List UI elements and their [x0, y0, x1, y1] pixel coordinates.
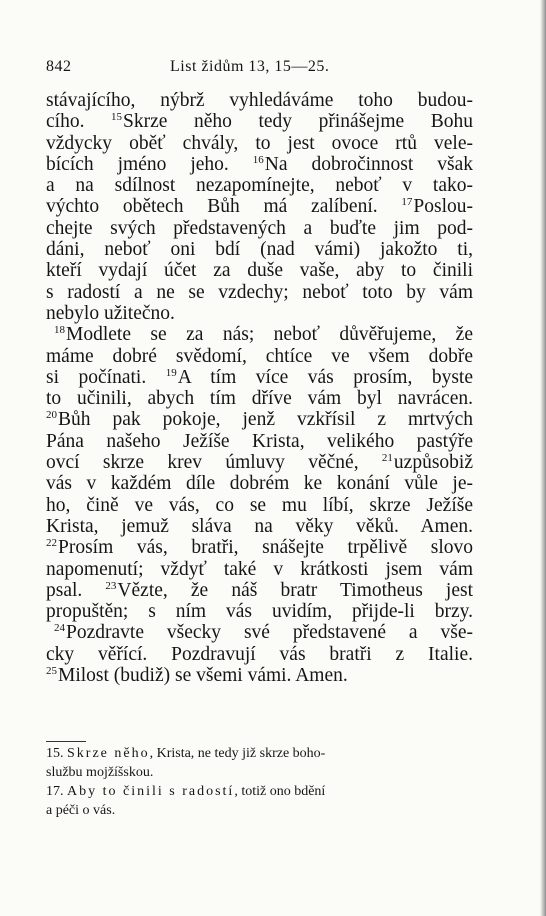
- text-line: [46, 516, 473, 537]
- line-text: Vězte, že náš bratr Timotheus jest: [117, 579, 473, 601]
- text-line: [46, 452, 473, 473]
- verse-number: 19: [165, 366, 177, 379]
- line-text: dáni, neboť oni bdí (nad vámi) jakožto ti,: [46, 239, 473, 261]
- line-text: Na dobročinnost však: [264, 153, 473, 175]
- text-line: [46, 133, 473, 154]
- line-text: ovcí skrze krev úmluvy věčné,: [46, 452, 382, 474]
- line-text: si počínati.: [46, 366, 166, 388]
- footnote-text: 17.: [46, 784, 67, 799]
- text-line: [46, 239, 473, 260]
- line-text: bících jméno jeho.: [46, 153, 253, 175]
- body-text: [46, 90, 473, 686]
- line-text: Bůh pak pokoje, jenž vzkřísil z mrtvých: [58, 409, 473, 431]
- page-number: 842: [46, 58, 72, 75]
- text-line: [46, 473, 473, 494]
- line-text: cky věřící. Pozdravují vás bratři z Italie.: [46, 643, 473, 665]
- text-line: [46, 409, 473, 430]
- text-line: [46, 431, 473, 452]
- verse-number: 21: [381, 452, 393, 465]
- verse-number: 17: [401, 196, 413, 209]
- footnote-text: službu mojžíšskou.: [46, 765, 154, 780]
- line-text: napomenutí; vždyť také v krátkosti jsem vám: [46, 558, 473, 580]
- text-line: [46, 537, 473, 558]
- text-line: [46, 495, 473, 516]
- line-text: Poslou-: [413, 196, 473, 218]
- footnote-line: [46, 763, 473, 782]
- verse-number: 22: [46, 537, 57, 550]
- text-line: [46, 665, 473, 686]
- line-text: Modlete se za nás; neboť důvěřujeme, že: [66, 324, 473, 346]
- line-text: nebylo užitečno.: [46, 302, 175, 324]
- text-line: [46, 324, 473, 345]
- line-text: cího.: [46, 111, 112, 133]
- footnote-text: a péči o vás.: [46, 803, 116, 818]
- line-text: vždycky oběť chvály, to jest ovoce rtů vele-: [46, 132, 473, 154]
- line-text: Krista, jemuž sláva na věky věků. Amen.: [46, 515, 473, 537]
- text-line: [46, 282, 473, 303]
- running-title: List židům 13, 15—25.: [170, 58, 330, 75]
- text-line: [46, 218, 473, 239]
- text-line: [46, 346, 473, 367]
- line-text: to učinili, abych tím dříve vám byl navrácen.: [46, 388, 473, 410]
- verse-number: 15: [111, 111, 123, 124]
- footnote-line: [46, 782, 473, 801]
- verse-number: 24: [54, 622, 65, 635]
- line-text: psal.: [46, 579, 106, 601]
- footnotes: [46, 744, 473, 820]
- footnote-line: [46, 744, 473, 763]
- line-text: ho, čině ve vás, co se mu líbí, skrze Ježíše: [46, 494, 473, 516]
- line-text: A tím více vás prosím, byste: [177, 366, 473, 388]
- line-text: chejte svých představených a buďte jim pod-: [46, 217, 473, 239]
- line-text: Skrze něho tedy přinášejme Bohu: [123, 111, 474, 133]
- footnote-quoted-phrase: Aby to činili s radostí: [67, 784, 235, 799]
- text-line: [46, 260, 473, 281]
- line-text: Milost (budiž) se všemi vámi. Amen.: [58, 665, 348, 687]
- text-line: [46, 90, 473, 111]
- line-text: a na sdílnost nezapomínejte, neboť v tako-: [46, 175, 473, 197]
- line-text: stávajícího, nýbrž vyhledáváme toho budou-: [46, 90, 473, 111]
- text-line: [46, 111, 473, 132]
- text-line: [46, 303, 473, 324]
- line-text: Prosím vás, bratři, snášejte trpělivě slovo: [58, 537, 473, 559]
- line-text: vás v každém díle dobrém ke konání vůle je-: [46, 473, 473, 495]
- line-text: propuštěn; s ním vás uvidím, přijde-li brzy.: [46, 601, 473, 623]
- line-text: Pozdravte všecky své představené a vše-: [66, 622, 473, 644]
- line-text: s radostí a ne se vzdechy; neboť toto by vám: [46, 281, 473, 303]
- verse-number: 23: [105, 579, 117, 592]
- footnote-text: , Krista, ne tedy již skrze boho-: [149, 746, 326, 761]
- footnote-text: 15.: [46, 746, 67, 761]
- footnote-line: [46, 801, 473, 820]
- text-line: [46, 601, 473, 622]
- line-text: uzpůsobiž: [393, 452, 473, 474]
- text-line: [46, 175, 473, 196]
- text-line: [46, 196, 473, 217]
- text-line: [46, 644, 473, 665]
- line-text: máme dobré svědomí, chtíce ve všem dobře: [46, 345, 473, 367]
- text-line: [46, 388, 473, 409]
- verse-number: 16: [252, 153, 264, 166]
- text-line: [46, 622, 473, 643]
- line-text: kteří vydají účet za duše vaše, aby to činili: [46, 260, 473, 282]
- footnote-text: , totiž ono bdění: [234, 784, 326, 799]
- text-line: [46, 580, 473, 601]
- footnote-quoted-phrase: Skrze něho: [67, 746, 150, 761]
- verse-number: 18: [54, 324, 65, 337]
- text-line: [46, 154, 473, 175]
- line-text: výchto obětech Bůh má zalíbení.: [46, 196, 402, 218]
- text-line: [46, 559, 473, 580]
- text-line: [46, 367, 473, 388]
- footnote-rule: [46, 741, 86, 742]
- verse-number: 20: [46, 409, 57, 422]
- verse-number: 25: [46, 665, 57, 678]
- line-text: Pána našeho Ježíše Krista, velikého pastýře: [46, 430, 473, 452]
- page-edge-shadow: [540, 0, 546, 916]
